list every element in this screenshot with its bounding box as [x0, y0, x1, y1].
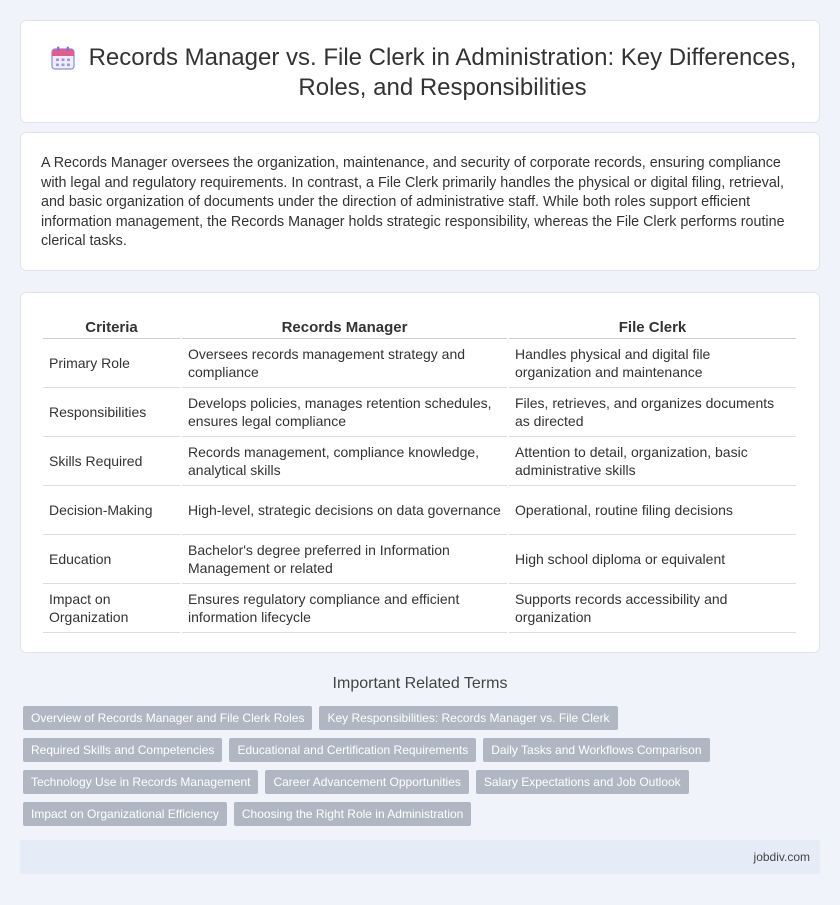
page-title: Records Manager vs. File Clerk in Administration: Key Differences, Roles, and Responsibilities: [88, 44, 797, 101]
comparison-table: [41, 313, 798, 633]
related-term-tag[interactable]: Career Advancement Opportunities: [265, 770, 468, 794]
table-cell: Develops policies, manages retention schedules, ensures legal compliance: [182, 388, 507, 437]
table-cell: High school diploma or equivalent: [509, 535, 796, 584]
table-cell: High-level, strategic decisions on data governance: [182, 486, 507, 535]
table-cell: Education: [43, 535, 180, 584]
table-cell: Impact on Organization: [43, 584, 180, 633]
table-cell: Ensures regulatory compliance and efficient information lifecycle: [182, 584, 507, 633]
table-cell: Primary Role: [43, 339, 180, 388]
footer-site-link[interactable]: jobdiv.com: [753, 850, 810, 864]
table-cell: Supports records accessibility and organization: [509, 584, 796, 633]
related-term-tag[interactable]: Salary Expectations and Job Outlook: [476, 770, 689, 794]
table-cell: Skills Required: [43, 437, 180, 486]
related-terms-list: [23, 706, 823, 834]
table-cell: Handles physical and digital file organization and maintenance: [509, 339, 796, 388]
related-term-tag[interactable]: Choosing the Right Role in Administration: [234, 802, 471, 826]
calendar-icon: [50, 45, 76, 71]
related-terms-title: Important Related Terms: [332, 675, 508, 692]
header-row: [51, 43, 799, 103]
table-cell: Bachelor's degree preferred in Information Management or related: [182, 535, 507, 584]
related-term-tag[interactable]: Daily Tasks and Workflows Comparison: [483, 738, 709, 762]
table-row: [43, 388, 796, 437]
table-row: [43, 584, 796, 633]
header-card: [20, 20, 820, 123]
table-cell: Operational, routine filing decisions: [509, 486, 796, 535]
intro-card: [20, 132, 820, 271]
intro-text: A Records Manager oversees the organization, maintenance, and security of corporate records, ensuring compliance with legal and regulatory requirements. In contrast, a File Clerk primarily handles the physical or digital filing, retrieval, and basic organization of documents under the direction of administrative staff. While both roles support efficient information management, the Records Manager holds strategic responsibility, whereas the File Clerk performs routine clerical tasks.: [41, 155, 785, 249]
related-term-tag[interactable]: Key Responsibilities: Records Manager vs. File Clerk: [319, 706, 617, 730]
related-term-tag[interactable]: Technology Use in Records Management: [23, 770, 258, 794]
related-term-tag[interactable]: Educational and Certification Requirements: [229, 738, 476, 762]
table-cell: Files, retrieves, and organizes documents as directed: [509, 388, 796, 437]
table-cell: Attention to detail, organization, basic administrative skills: [509, 437, 796, 486]
related-term-tag[interactable]: Impact on Organizational Efficiency: [23, 802, 227, 826]
table-row: [43, 437, 796, 486]
table-cell: Records management, compliance knowledge, analytical skills: [182, 437, 507, 486]
table-row: [43, 486, 796, 535]
footer: [20, 840, 820, 874]
header-file-clerk: File Clerk: [509, 313, 796, 339]
table-cell: Responsibilities: [43, 388, 180, 437]
table-row: [43, 339, 796, 388]
related-term-tag[interactable]: Required Skills and Competencies: [23, 738, 222, 762]
comparison-card: [20, 292, 820, 653]
related-term-tag[interactable]: Overview of Records Manager and File Clerk Roles: [23, 706, 312, 730]
table-row: [43, 535, 796, 584]
table-cell: Oversees records management strategy and compliance: [182, 339, 507, 388]
header-records-manager: Records Manager: [182, 313, 507, 339]
header-criteria: Criteria: [43, 313, 180, 339]
table-header-row: [43, 313, 796, 339]
table-cell: Decision-Making: [43, 486, 180, 535]
